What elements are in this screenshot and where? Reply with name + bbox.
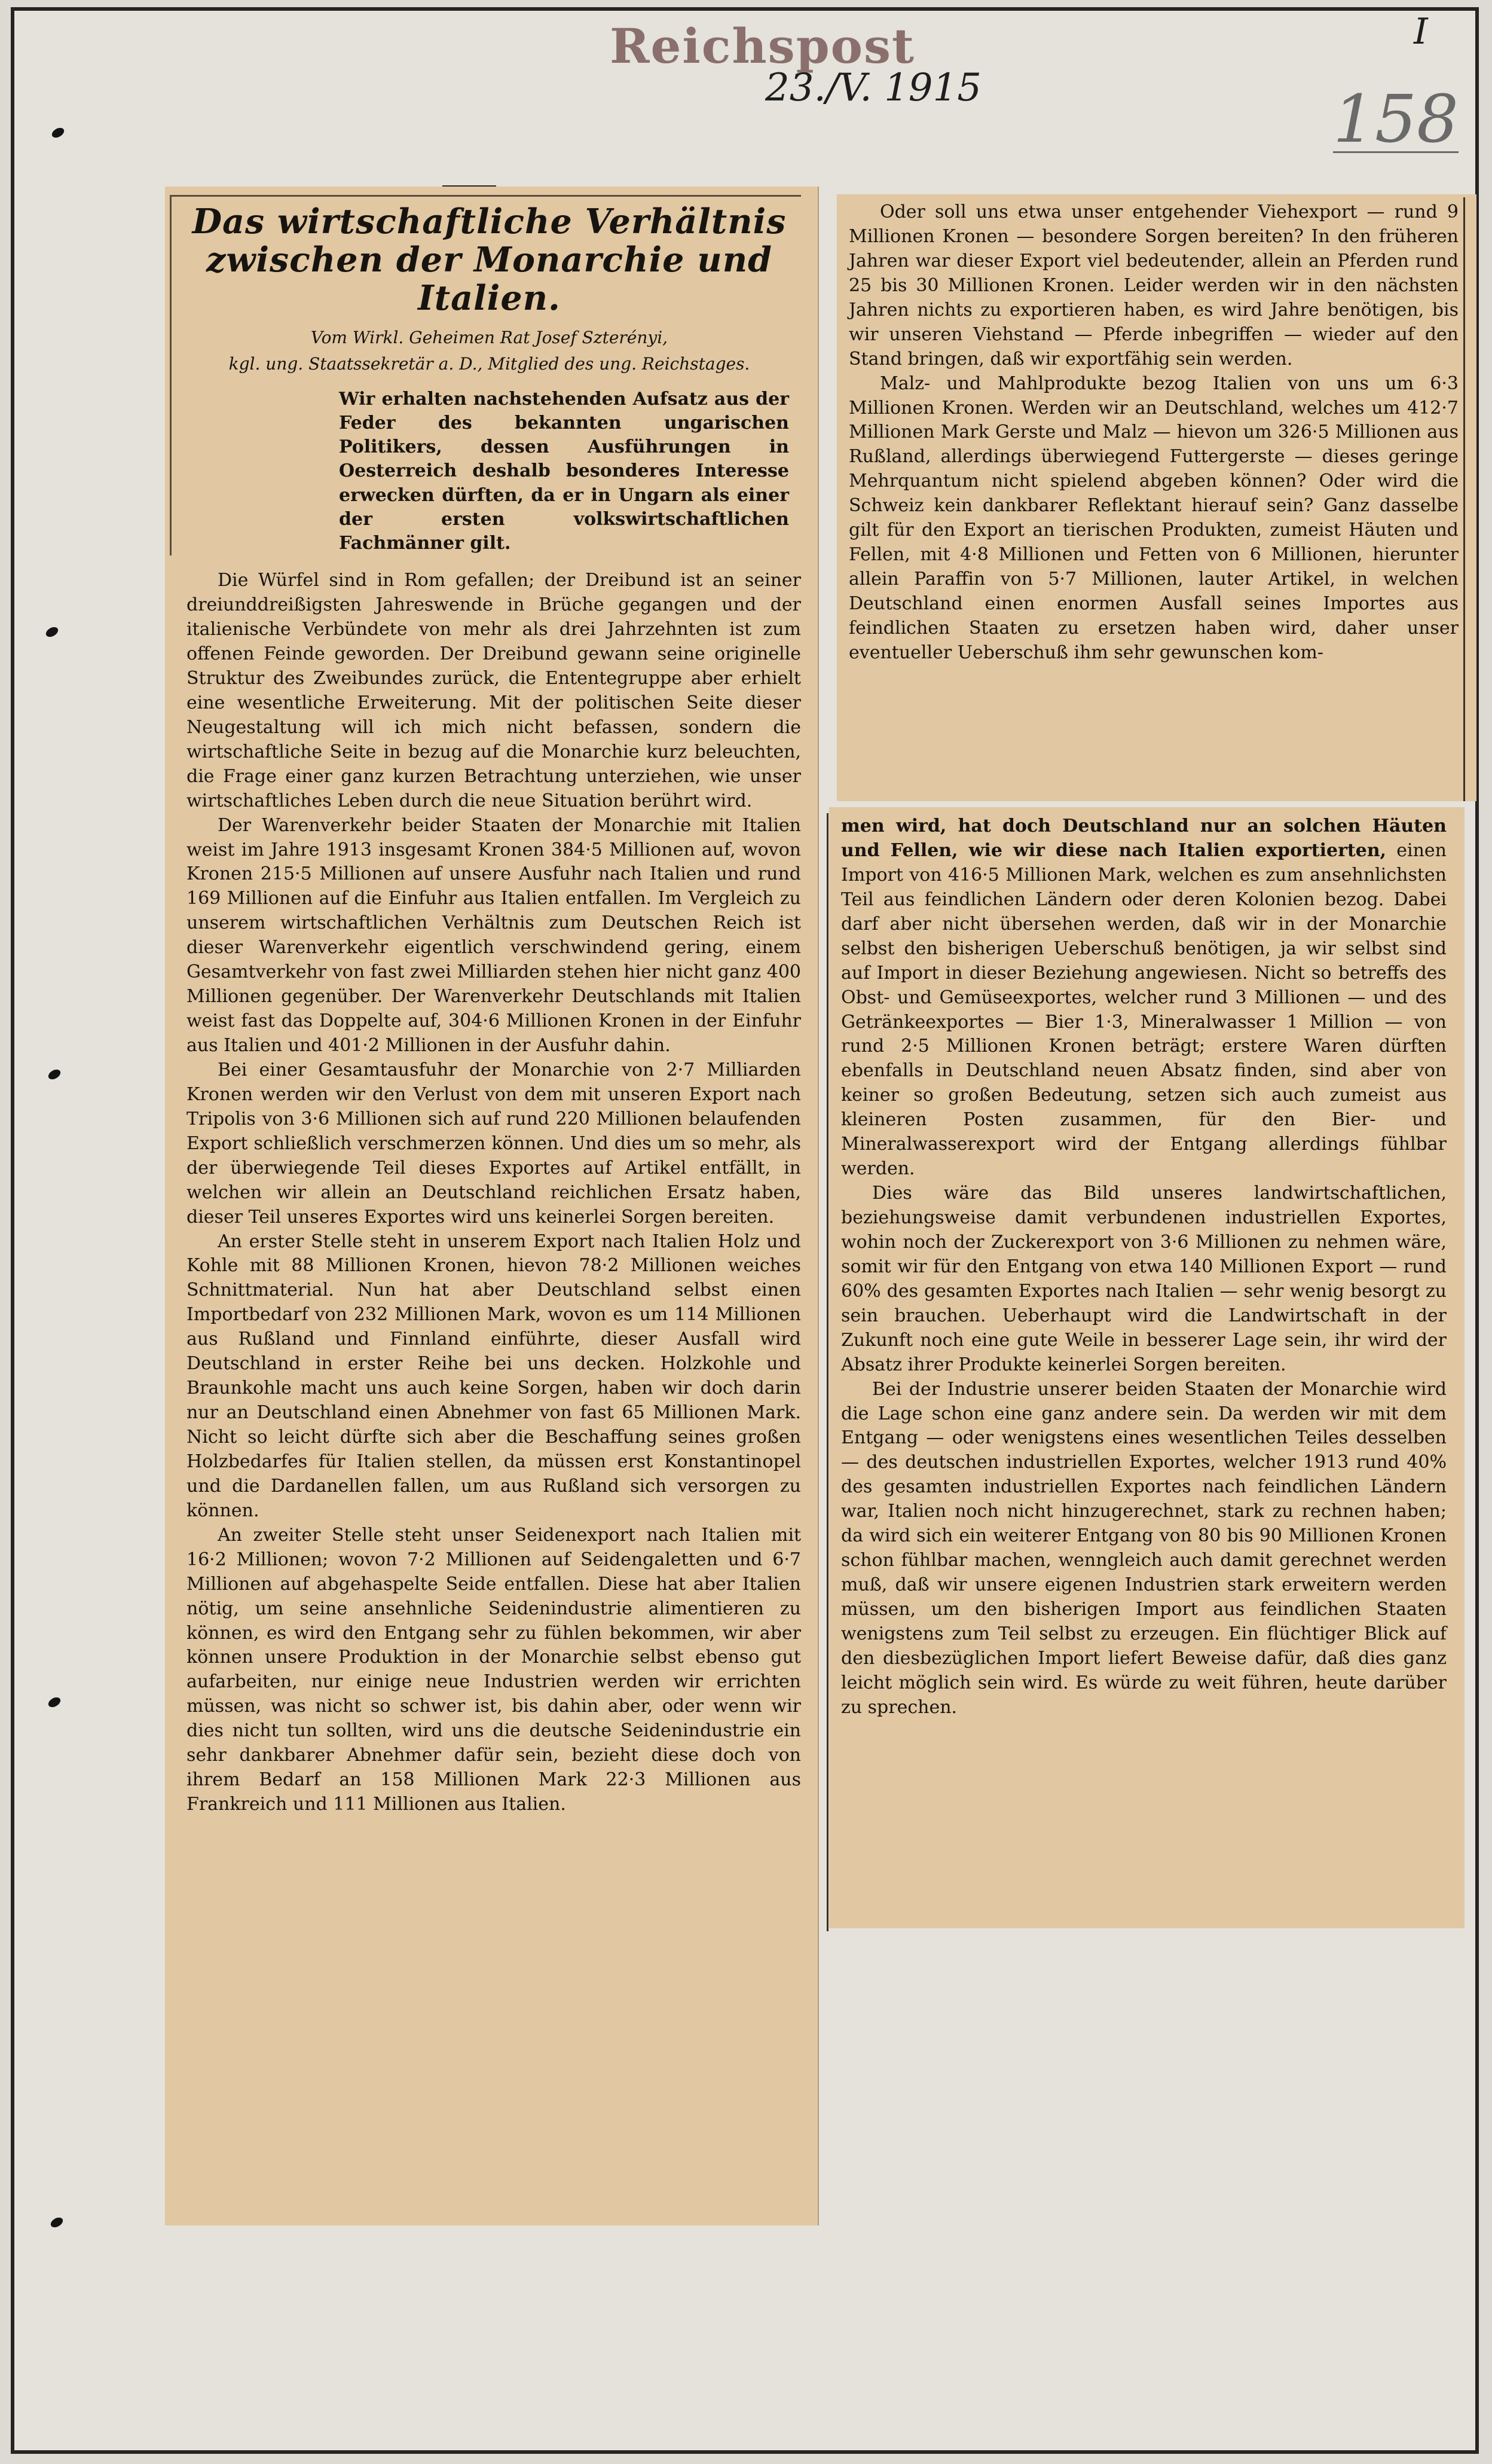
handwritten-folio-number bbox=[1333, 81, 1459, 157]
handwritten-roman-numeral: I bbox=[1414, 11, 1428, 53]
masthead-stamp: Reichspost bbox=[610, 18, 915, 74]
left-paragraph-2: Der Warenverkehr beider Staaten der Monarchie mit Italien weist im Jahre 1913 insgesamt Kronen 384·5 Millionen auf, wovon Kronen 215·5 Millionen auf unsere Ausfuhr nach Italien und rund 169 Millionen auf die Einfuhr aus Italien entfallen. Im Vergleich zu unserem wirtschaftlichen Verhältnis zum Deutschen Reich ist dieser Warenverkehr eigentlich verschwindend gering, einem Gesamtverkehr von fast zwei Milliarden stehen hier nicht ganz 400 Millionen gegenüber. Der Warenverkehr Deutschlands mit Italien weist fast das Doppelte auf, 304·6 Millionen Kronen in der Einfuhr aus Italien und 401·2 Millionen in der Ausfuhr dahin. bbox=[186, 814, 801, 1056]
right-bottom-paragraph-1 bbox=[841, 814, 1447, 1181]
left-paragraph-3: Bei einer Gesamtausfuhr der Monarchie von 2·7 Milliarden Kronen werden wir den Verlust von dem mit unseren Export nach Tripolis von 3·6 Millionen sich auf rund 220 Millionen belaufenden Export schließlich verschmerzen können. Und dies um so mehr, als der überwiegende Teil dieses Exportes auf Artikel entfällt, in welchen wir allein an Deutschland reichlichen Ersatz haben, dieser Teil unseres Exportes wird uns keinerlei Sorgen bereiten. bbox=[186, 1059, 801, 1228]
editorial-intro: Wir erhalten nachstehenden Aufsatz aus der Feder des bekannten ungarischen Politikers, dessen Ausführungen in Oesterreich deshalb besonderes Interesse erwecken dürften, da er in Ungarn als einer der ersten volkswirtschaftlichen Fachmänner gilt. bbox=[339, 388, 789, 554]
right-bottom-paragraph-2: Dies wäre das Bild unseres landwirtschaftlichen, beziehungsweise damit verbundenen industriellen Exportes, wohin noch der Zuckerexport von 3·6 Millionen zu nehmen wäre, somit wir für den Entgang von etwa 140 Millionen Export — rund 60% des gesamten Exportes nach Italien — sehr wenig besorgt zu sein brauchen. Ueberhaupt wird die Landwirtschaft in der Zukunft noch eine gute Weile in besserer Lage sein, ihr wird der Absatz ihrer Produkte keinerlei Sorgen bereiten. bbox=[841, 1183, 1447, 1375]
left-paragraph-1: Die Würfel sind in Rom gefallen; der Dreibund ist an seiner dreiunddreißigsten Jahreswende in Brüche gegangen und der italienische Verbündete von mehr als drei Jahrzehnten ist zum offenen Feinde geworden. Der Dreibund gewann seine originelle Struktur des Zweibundes zurück, die Ententegruppe aber erhielt eine wesentliche Erweiterung. Mit der politischen Seite dieser Neugestaltung will ich mich nicht befassen, sondern die wirtschaftliche Seite in bezug auf die Monarchie kurz beleuchten, die Frage einer ganz kurzen Betrachtung unterziehen, wie unser wirtschaftliches Leben durch die neue Situation berührt wird. bbox=[186, 570, 801, 811]
clipping-right-bottom bbox=[829, 807, 1465, 1928]
article-headline: Das wirtschaftliche Verhältnis zwischen der Monarchie und Italien. bbox=[192, 201, 787, 318]
clipping-left-column bbox=[165, 187, 819, 2225]
left-paragraph-5: An zweiter Stelle steht unser Seidenexport nach Italien mit 16·2 Millionen; wovon 7·2 Millionen auf Seidengaletten und 6·7 Millionen auf abgehaspelte Seide entfallen. Diese hat aber Italien nötig, um seine ansehnliche Seidenindustrie alimentieren zu können, es wird den Entgang sehr zu fühlen bekommen, wir aber können unsere Produktion in der Monarchie selbst ebenso gut aufarbeiten, nur einige neue Industrien werden wir errichten müssen, was nicht so schwer ist, bis dahin aber, oder wenn wir dies nicht tun sollten, wird uns die deutsche Seidenindustrie ein sehr dankbarer Abnehmer dafür sein, bezieht diese doch von ihrem Bedarf an 158 Millionen Mark 22·3 Millionen aus Frankreich und 111 Millionen aus Italien. bbox=[186, 1524, 801, 1815]
right-top-column-rule bbox=[1463, 197, 1465, 801]
right-bottom-paragraph-1-rest: einen Import von 416·5 Millionen Mark, welchen es zum ansehnlichsten Teil aus feindlichen Ländern oder deren Kolonien bezog. Dabei darf aber nicht übersehen werden, daß wir in der Monarchie selbst den bisherigen Ueberschuß benötigen, ja wir selbst sind auf Import in dieser Beziehung angewiesen. Nicht so betreffs des Obst- und Gemüseexportes, welcher rund 3 Millionen — und des Getränkeexportes — Bier 1·3, Mineralwasser 1 Million — von rund 2·5 Millionen Kronen beträgt; erstere Waren dürften ebenfalls in Deutschland neuen Absatz finden, sind aber von keiner so großen Bedeutung, setzen sich auch zumeist aus kleineren Posten zusammen, für den Bier- und Mineralwasserexport wird der Entgang allerdings fühlbar werden. bbox=[841, 839, 1447, 1180]
left-paragraph-4: An erster Stelle steht in unserem Export nach Italien Holz und Kohle mit 88 Millionen Kronen, hievon 78·2 Millionen weiches Schnittmaterial. Nun hat aber Deutschland selbst einen Importbedarf von 232 Millionen Mark, wovon es um 114 Millionen aus Rußland und Finnland einführte, dieser Ausfall wird Deutschland in erster Reihe bei uns decken. Holzkohle und Braunkohle macht uns auch keine Sorgen, haben wir doch darin nur an Deutschland einen Abnehmer von fast 65 Millionen Mark. Nicht so leicht dürfte sich aber die Beschaffung seines großen Holzbedarfes für Italien stellen, da müssen erst Konstantinopel und die Dardanellen fallen, um aus Rußland sich versorgen zu können. bbox=[186, 1231, 801, 1521]
right-bottom-continuation: men wird, hat doch Deutschland nur an solchen Häuten und Fellen, wie wir diese nach Italien exportierten, bbox=[841, 816, 1447, 861]
folio-number: 158 bbox=[1333, 81, 1459, 157]
right-top-paragraph-2: Malz- und Mahlprodukte bezog Italien von uns um 6·3 Millionen Kronen. Werden wir an Deutschland, welches um 412·7 Millionen Mark Gerste und Malz — hievon um 326·5 Millionen aus Rußland, allerdings überwiegend Futtergerste — dieses geringe Mehrquantum nicht spielend abgeben können? Oder wird die Schweiz kein dankbarer Reflektant hierauf sein? Ganz dasselbe gilt für den Export an tierischen Produkten, zumeist Häuten und Fellen, mit 4·8 Millionen und Fetten von 6 Millionen, hierunter allein Paraffin von 5·7 Millionen, lauter Artikel, in welchen Deutschland einen enormen Ausfall seines Importes aus feindlichen Staaten zu ersetzen haben wird, daher unser eventueller Ueberschuß ihm sehr gewunschen kom- bbox=[849, 372, 1459, 663]
right-bottom-left-rule bbox=[827, 813, 828, 1931]
handwritten-date: 23./V. 1915 bbox=[765, 66, 982, 110]
article-byline: Vom Wirkl. Geheimen Rat Josef Szterényi, bbox=[310, 328, 668, 348]
right-bottom-paragraph-3: Bei der Industrie unserer beiden Staaten der Monarchie wird die Lage schon eine ganz andere sein. Da werden wir mit dem Entgang — oder wenigstens eines wesentlichen Teiles desselben — des deutschen industriellen Exportes, welcher 1913 rund 40% des gesamten industriellen Exportes nach feindlichen Ländern war, Italien noch nicht hinzugerechnet, stark zu rechnen haben; da wird sich ein weiterer Entgang von 80 bis 90 Millionen Kronen schon fühlbar machen, wenngleich auch damit gerechnet werden muß, daß wir unsere eigenen Industrien stark erweitern werden müssen, um den bisherigen Import aus feindlichen Staaten wenigstens zum Teil selbst zu erzeugen. Ein flüchtiger Blick auf den diesbezüglichen Import liefert Beweise dafür, daß dies ganz leicht möglich sein wird. Es würde zu weit führen, heute darüber zu sprechen. bbox=[841, 1378, 1447, 1718]
headline-box bbox=[170, 195, 801, 555]
article-byline-title: kgl. ung. Staatssekretär a. D., Mitglied des ung. Reichstages. bbox=[228, 354, 750, 374]
clipping-right-top bbox=[837, 194, 1476, 801]
right-top-paragraph-1: Oder soll uns etwa unser entgehender Viehexport — rund 9 Millionen Kronen — besondere Sorgen bereiten? In den früheren Jahren war dieser Export viel bedeutender, allein an Pferden rund 25 bis 30 Millionen Kronen. Leider werden wir in den nächsten Jahren nichts zu exportieren haben, es wird Jahre benötigen, bis wir unseren Viehstand — Pferde inbegriffen — wieder auf den Stand bringen, daß wir exportfähig sein werden. bbox=[849, 201, 1459, 370]
